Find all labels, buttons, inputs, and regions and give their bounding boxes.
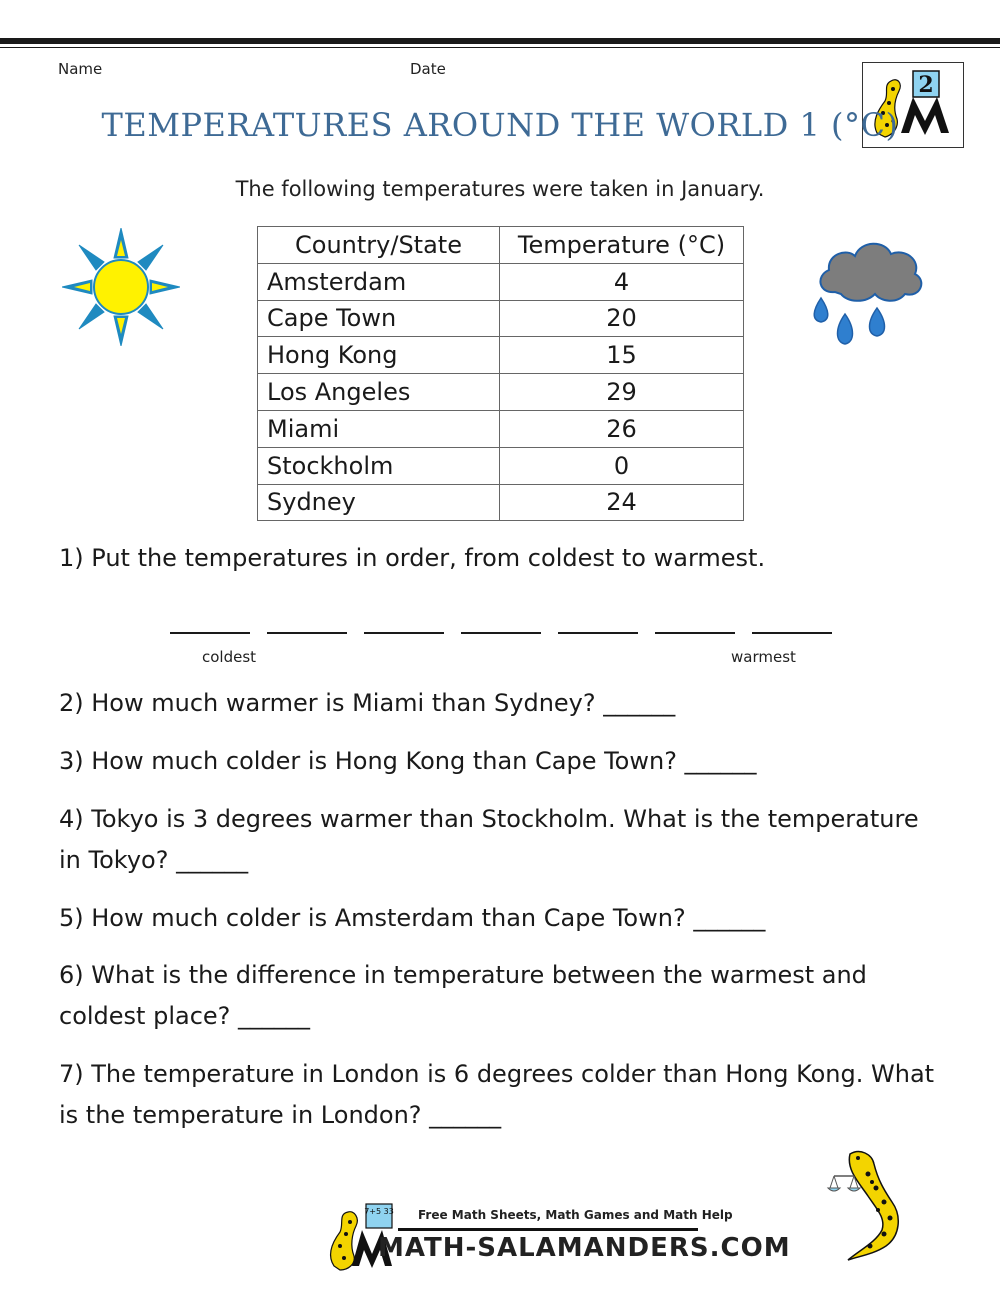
row-place: Los Angeles [258,374,500,411]
sun-icon [62,228,180,346]
answer-blank[interactable] [655,632,735,634]
answer-blank[interactable] [170,632,250,634]
answer-blank[interactable] [461,632,541,634]
salamander-icon [820,1146,920,1266]
footer-tagline: Free Math Sheets, Math Games and Math Help [418,1208,733,1222]
row-place: Miami [258,410,500,447]
row-temp: 15 [500,337,744,374]
question-2: 2) How much warmer is Miami than Sydney? ______ [59,689,676,717]
row-temp: 26 [500,410,744,447]
header-country-state: Country/State [258,227,500,264]
answer-blank[interactable] [267,632,347,634]
footer-url[interactable]: MATH-SALAMANDERS.COM [378,1233,791,1263]
question-4: 4) Tokyo is 3 degrees warmer than Stockholm. What is the temperature in Tokyo? ______ [59,805,919,874]
row-temp: 4 [500,263,744,300]
header-temperature: Temperature (°C) [500,227,744,264]
question-7: 7) The temperature in London is 6 degrees colder than Hong Kong. What is the temperature in London? ______ [59,1060,935,1129]
answer-blank[interactable] [364,632,444,634]
row-place: Cape Town [258,300,500,337]
name-label: Name [58,60,103,78]
table-row [258,300,744,337]
rain-cloud-icon [805,232,930,354]
question-6: 6) What is the difference in temperature between the warmest and coldest place? ______ [59,961,867,1030]
temperature-table [257,226,744,521]
row-place: Amsterdam [258,263,500,300]
row-temp: 20 [500,300,744,337]
coldest-label: coldest [202,648,257,666]
row-temp: 0 [500,447,744,484]
row-place: Stockholm [258,447,500,484]
warmest-label: warmest [731,648,796,666]
table-row [258,263,744,300]
row-place: Hong Kong [258,337,500,374]
question-5: 5) How much colder is Amsterdam than Cape Town? ______ [59,904,766,932]
row-temp: 29 [500,374,744,411]
footer-logo-digits: 7+5 33 [364,1207,394,1216]
grade-number: 2 [918,72,934,98]
top-rule-thin [0,47,1000,48]
row-temp: 24 [500,484,744,521]
table-row [258,484,744,521]
order-answer-blanks [170,598,834,638]
table-row [258,337,744,374]
table-row [258,410,744,447]
table-header-row [258,227,744,264]
question-3: 3) How much colder is Hong Kong than Cape Town? ______ [59,747,757,775]
page-title: TEMPERATURES AROUND THE WORLD 1 (°C) [101,106,899,144]
page-subtitle: The following temperatures were taken in January. [235,177,765,201]
question-1: 1) Put the temperatures in order, from coldest to warmest. [59,544,766,572]
date-label: Date [410,60,446,78]
answer-blank[interactable] [558,632,638,634]
table-row [258,447,744,484]
top-rule [0,38,1000,44]
table-row [258,374,744,411]
row-place: Sydney [258,484,500,521]
answer-blank[interactable] [752,632,832,634]
